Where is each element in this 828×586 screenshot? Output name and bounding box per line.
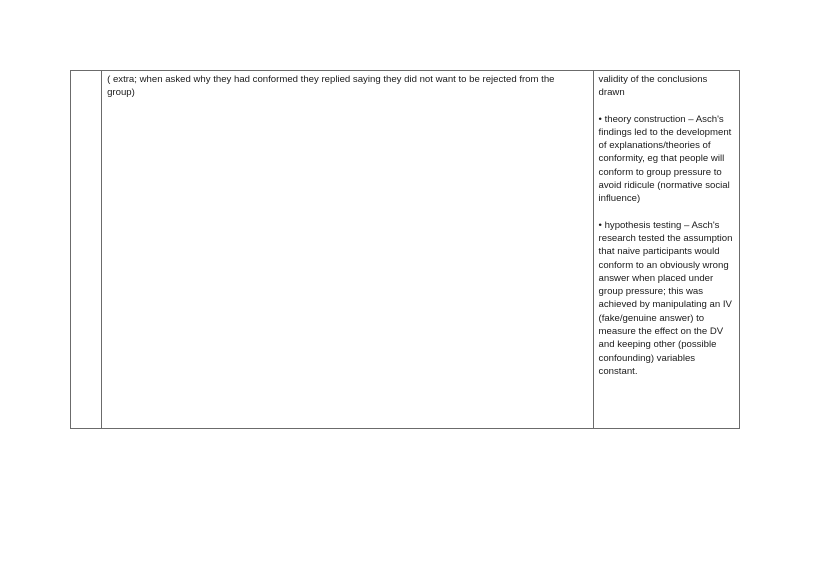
table-row: [71, 71, 740, 429]
table-cell-empty: [71, 71, 102, 429]
evaluation-paragraph: • theory construction – Asch's findings led to the development of explanations/theories of conformity, eg that people will conform to group pressure to avoid ridicule (normative social influence): [598, 113, 732, 205]
evaluation-paragraph: validity of the conclusions drawn: [598, 74, 708, 99]
table-cell-notes: [102, 71, 593, 429]
cell-text: ( extra; when asked why they had conformed they replied saying they did not want to be rejected from the group): [107, 74, 555, 99]
evaluation-paragraph: • hypothesis testing – Asch's research tested the assumption that naive participants would conform to an obviously wrong answer when placed under group pressure; this was achieved by manipulating an IV (fake/genuine answer) to measure the effect on the DV and keeping other (possible confounding) variables constant.: [598, 219, 733, 377]
document-table: [70, 70, 740, 429]
table-cell-evaluation: [593, 71, 739, 429]
